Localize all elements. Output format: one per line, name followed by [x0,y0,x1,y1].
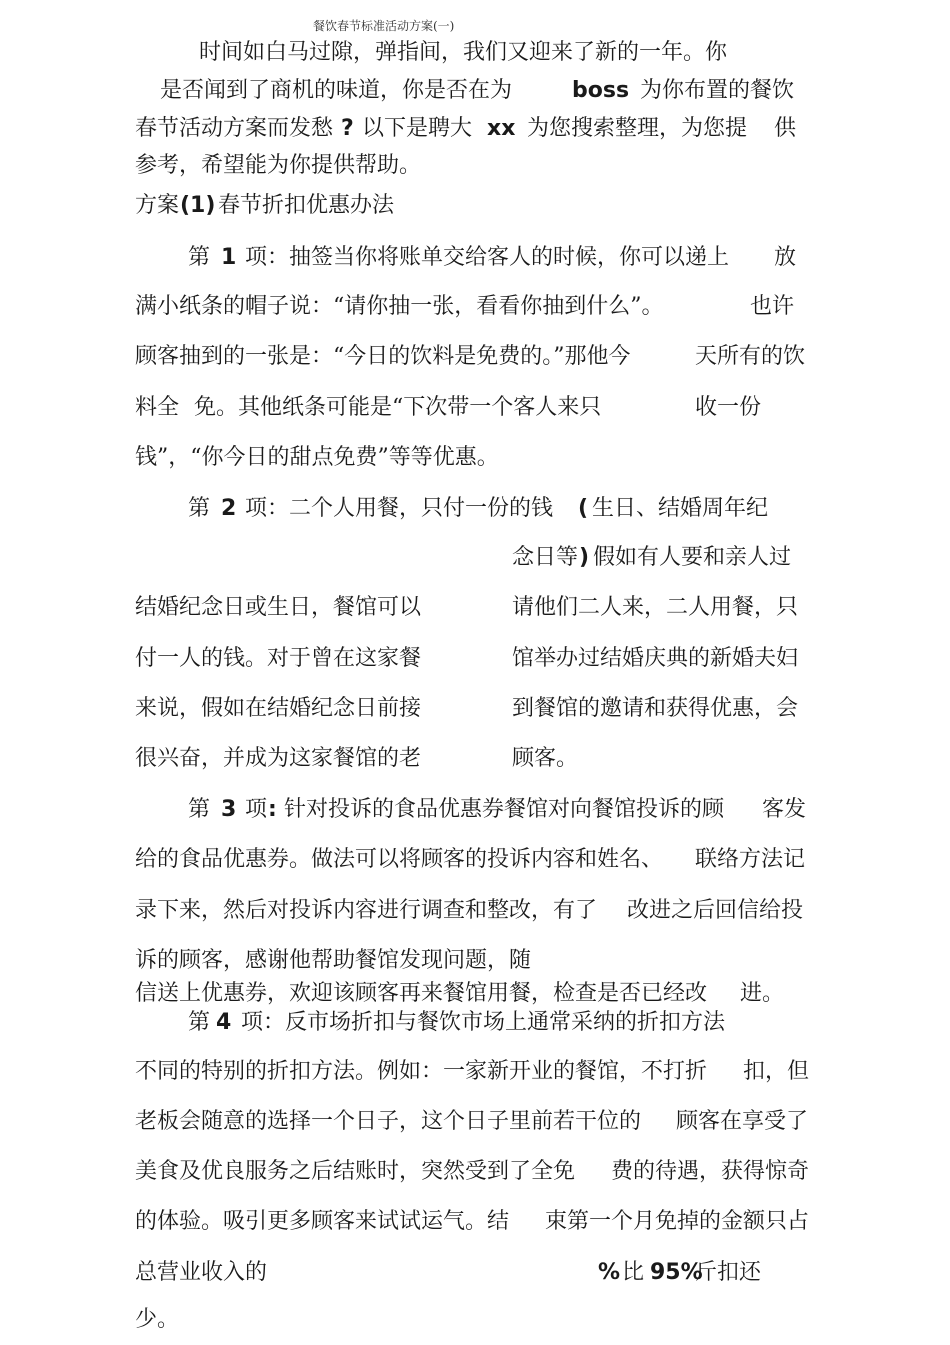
item4-line-5b: 束第一个月免掉的金额只占 [545,1209,810,1234]
item3-line-4: 诉的顾客，感谢他帮助餐馆发现问题，随 [135,948,532,973]
item3-line-5b: 进。 [740,981,785,1006]
item2-number: 2 [221,496,237,521]
intro-line-2b: boss [572,78,630,103]
intro-line-4: 参考，希望能为你提供帮助。 [135,153,422,178]
item4-line-2b: 扣，但 [743,1059,810,1084]
item4-line-6e: 斤扣还 [695,1260,762,1285]
item4-line-4a: 美食及优良服务之后结账时，突然受到了全免 [135,1159,576,1184]
intro-line-2a: 是否闻到了商机的味道，你是否在为 [160,78,513,103]
item2-left-line: 付一人的钱。对于曾在这家餐 [135,646,422,671]
item4-line-2a: 不同的特别的折扣方法。例如：一家新开业的餐馆，不打折 [135,1059,708,1084]
item1-line-2b: 也许 [750,294,795,319]
item1-number: 1 [221,245,237,270]
item4-line-4b: 费的待遇，获得惊奇 [611,1159,810,1184]
item2-line-1: 项：二个人用餐，只付一份的钱 [245,496,554,521]
item2-right-line: 顾客。 [512,746,579,771]
item2-right-line-1a: 念日等 [512,545,579,570]
item2-label: 第 [188,496,211,521]
item4-line-6d: 95% [650,1260,703,1285]
item1-line-2a: 满小纸条的帽子说：“请你抽一张，看看你抽到什么”。 [135,294,664,319]
item4-line-3b: 顾客在享受了 [676,1109,809,1134]
plan-heading-a: 方案 [135,193,180,218]
item3-line-2b: 联络方法记 [695,847,806,872]
intro-line-3a: 春节活动方案而发愁 [135,116,334,141]
item3-number: 3 [221,797,237,822]
item4-line-7: 少。 [135,1307,180,1332]
item2-right-line: 请他们二人来，二人用餐，只 [512,595,799,620]
intro-line-3c: 以下是聘大 [362,116,473,141]
item4-line-6c: 比 [622,1260,645,1285]
item3-line-1: 针对投诉的食品优惠券餐馆对向餐馆投诉的顾 [284,797,725,822]
item3-line-5a: 信送上优惠券，欢迎该顾客再来餐馆用餐，检查是否已经改 [135,981,708,1006]
item1-line-3a: 顾客抽到的一张是：“今日的饮料是免费的。”那他今 [135,344,631,369]
item1-line-4b: 免。其他纸条可能是“下次带一个客人来只 [194,395,602,420]
item2-line-1-paren: ( [578,496,589,521]
item1-line-1: 项：抽签当你将账单交给客人的时候，你可以递上 [245,245,730,270]
item1-line-4c: 收一份 [695,395,762,420]
page-header: 餐饮春节标准活动方案(一) [313,19,455,33]
item1-line-5: 钱”，“你今日的甜点免费”等等优惠。 [135,445,499,470]
item4-number: 4 [216,1010,232,1035]
item1-label: 第 [188,245,211,270]
item3-line-3a: 录下来，然后对投诉内容进行调查和整改，有了 [135,898,598,923]
plan-heading-c: 春节折扣优惠办法 [218,193,395,218]
item2-left-line: 很兴奋，并成为这家餐馆的老 [135,746,422,771]
item2-right-line: 馆举办过结婚庆典的新婚夫妇 [512,646,799,671]
item4-line-3a: 老板会随意的选择一个日子，这个日子里前若干位的 [135,1109,642,1134]
item3-line-2a: 给的食品优惠券。做法可以将顾客的投诉内容和姓名、 [135,847,664,872]
intro-line-3d: xx [487,116,516,141]
item2-right-line: 到餐馆的邀请和获得优惠，会 [512,696,799,721]
item4-line-6a: 总营业收入的 [135,1260,268,1285]
intro-line-2c: 为你布置的餐饮 [640,78,795,103]
item3-colon: : [268,797,277,822]
item2-left-line: 来说，假如在结婚纪念日前接 [135,696,422,721]
item3-line-1-end: 客发 [762,797,807,822]
item4-label: 第 [188,1010,211,1035]
item2-right-line-1c: 假如有人要和亲人过 [593,545,792,570]
intro-line-1: 时间如白马过隙，弹指间，我们又迎来了新的一年。你 [199,40,728,65]
item3-label-suffix: 项 [245,797,268,822]
item3-line-3b: 改进之后回信给投 [627,898,804,923]
intro-line-3f: 供 [774,116,797,141]
item1-line-3b: 天所有的饮 [695,344,806,369]
item3-label: 第 [188,797,211,822]
item4-line-1: 项：反市场折扣与餐饮市场上通常采纳的折扣方法 [241,1010,726,1035]
item2-left-line: 结婚纪念日或生日，餐馆可以 [135,595,422,620]
intro-line-3b: ? [341,116,354,141]
item1-line-1-end: 放 [774,245,797,270]
item4-line-5a: 的体验。吸引更多顾客来试试运气。结 [135,1209,510,1234]
item4-line-6b: % [598,1260,621,1285]
item1-line-4a: 料全 [135,395,180,420]
item2-right-line-1b: ) [579,545,590,570]
intro-line-3e: 为您搜索整理，为您提 [527,116,748,141]
item2-line-1-end: 生日、结婚周年纪 [592,496,769,521]
plan-heading-b: (1) [180,193,216,218]
